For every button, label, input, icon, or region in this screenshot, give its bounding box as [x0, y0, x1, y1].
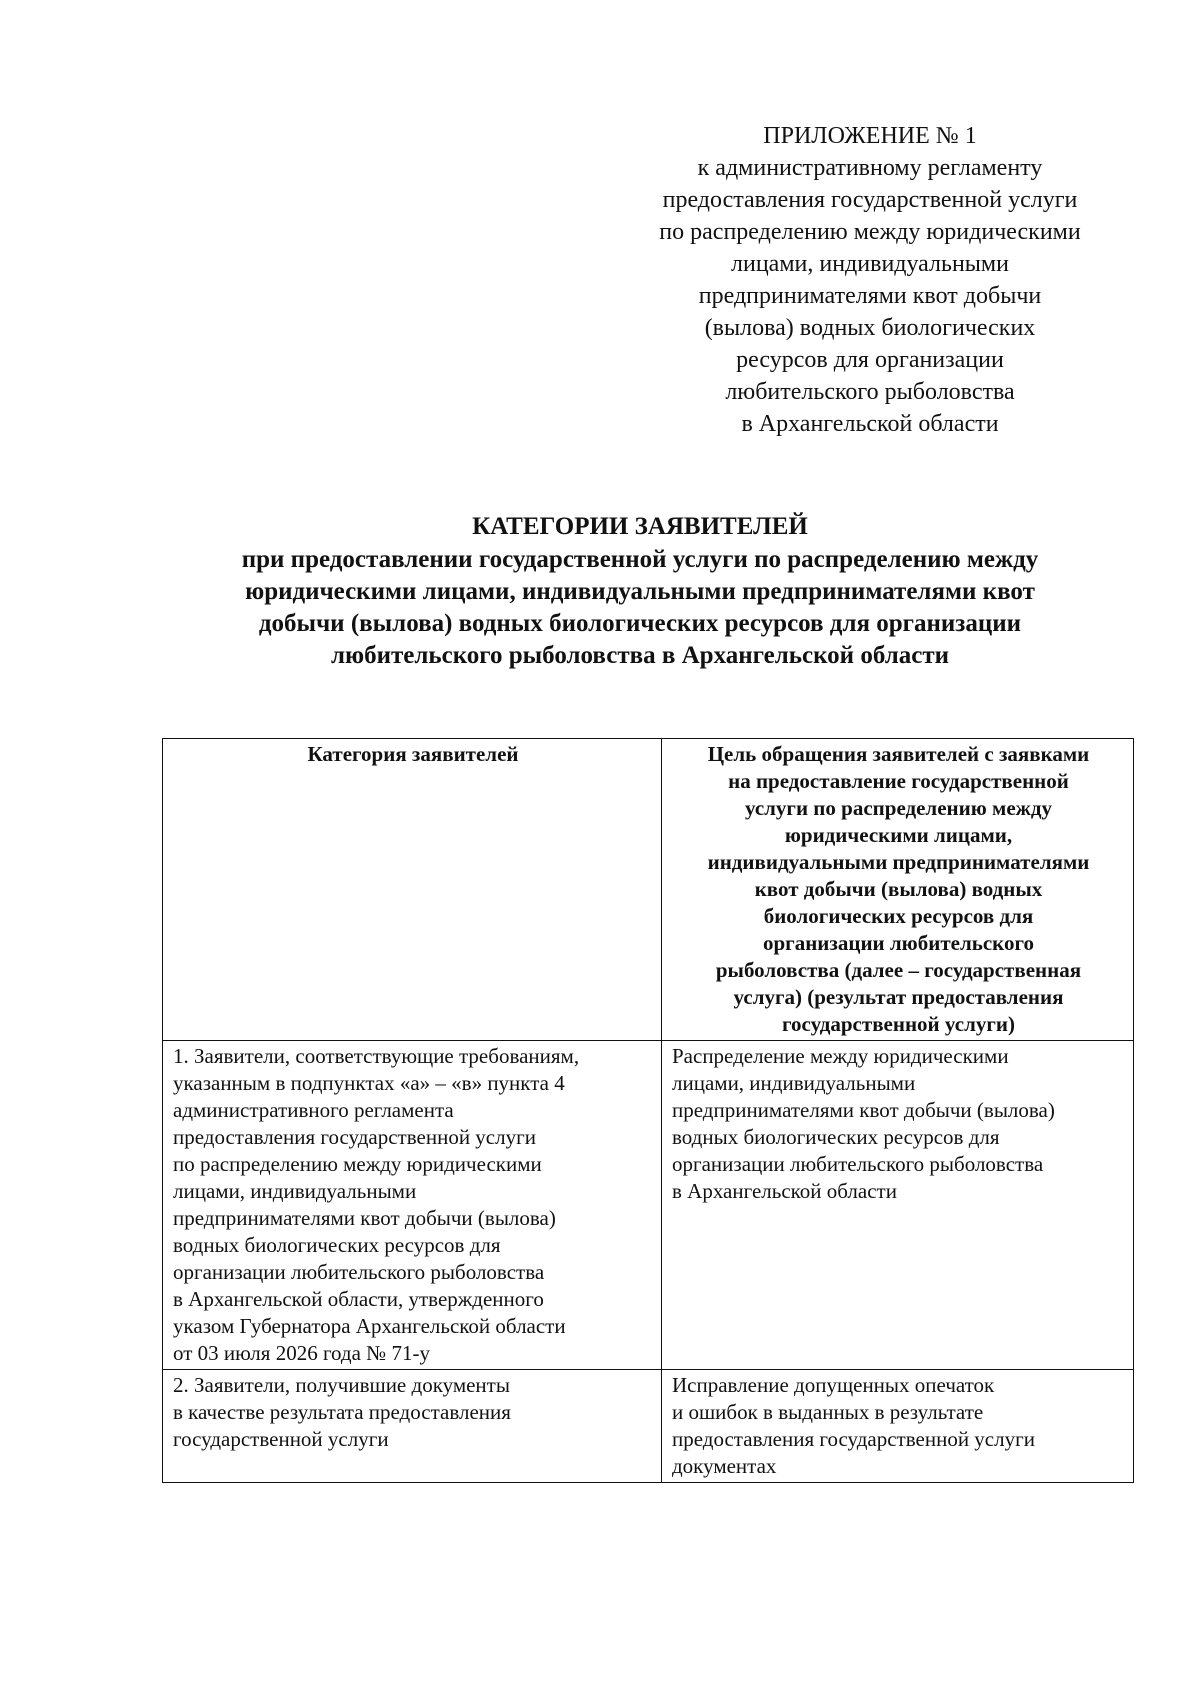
appendix-line: по распределению между юридическими	[659, 219, 1081, 245]
appendix-line: к административному регламенту	[697, 155, 1043, 181]
header-line: Цель обращения заявителей с заявками	[707, 742, 1090, 766]
cell-line: предоставления государственной услуги	[173, 1125, 536, 1149]
table-row	[163, 1370, 1134, 1483]
cell-line: государственной услуги	[173, 1427, 389, 1451]
cell-line: предпринимателями квот добычи (вылова)	[672, 1098, 1055, 1122]
appendix-number: ПРИЛОЖЕНИЕ № 1	[763, 123, 977, 149]
cell-line: 2. Заявители, получившие документы	[173, 1373, 510, 1397]
header-line: биологических ресурсов для	[763, 904, 1034, 928]
appendix-line: в Архангельской области	[741, 411, 999, 437]
category-cell	[163, 1370, 662, 1483]
cell-line: водных биологических ресурсов для	[672, 1125, 1000, 1149]
header-line: на предоставление государственной	[728, 769, 1069, 793]
cell-line: в качестве результата предоставления	[173, 1400, 511, 1424]
appendix-line: предоставления государственной услуги	[662, 187, 1078, 213]
cell-line: лицами, индивидуальными	[173, 1179, 417, 1203]
header-purpose	[662, 739, 1134, 1041]
cell-line: водных биологических ресурсов для	[173, 1233, 501, 1257]
cell-line: предпринимателями квот добычи (вылова)	[173, 1206, 556, 1230]
cell-line: Исправление допущенных опечаток	[672, 1373, 995, 1397]
subtitle-line: любительского рыболовства в Архангельской области	[330, 642, 950, 669]
appendix-line: лицами, индивидуальными	[731, 251, 1009, 277]
document-title: КАТЕГОРИИ ЗАЯВИТЕЛЕЙ	[472, 513, 808, 540]
cell-line: предоставления государственной услуги	[672, 1427, 1035, 1451]
cell-line: документах	[672, 1454, 777, 1478]
applicant-categories-table	[162, 738, 1134, 1483]
cell-line: Распределение между юридическими	[672, 1044, 1009, 1068]
document-title-block	[150, 510, 1130, 672]
header-line: квот добычи (вылова) водных	[754, 877, 1043, 901]
header-line: услуга) (результат предоставления	[733, 985, 1064, 1009]
subtitle-line: добычи (вылова) водных биологических ресурсов для организации	[258, 610, 1022, 637]
cell-line: и ошибок в выданных в результате	[672, 1400, 984, 1424]
cell-line: в Архангельской области, утвержденного	[173, 1287, 544, 1311]
subtitle-line: при предоставлении государственной услуги по распределению между	[241, 546, 1039, 573]
header-line: услуги по распределению между	[744, 796, 1053, 820]
header-line: государственной услуги)	[782, 1012, 1015, 1036]
header-line: Категория заявителей	[307, 742, 519, 766]
cell-line: указом Губернатора Архангельской области	[173, 1314, 566, 1338]
table-header-row	[163, 739, 1134, 1041]
header-line: организации любительского	[762, 931, 1034, 955]
cell-line: от 03 июля 2026 года № 71-у	[173, 1341, 430, 1365]
document-subtitle	[150, 544, 1130, 672]
cell-line: административного регламента	[173, 1098, 454, 1122]
header-line: рыболовства (далее – государственная	[715, 958, 1082, 982]
cell-line: организации любительского рыболовства	[672, 1152, 1044, 1176]
appendix-line: предпринимателями квот добычи	[698, 283, 1042, 309]
cell-line: в Архангельской области	[672, 1179, 897, 1203]
subtitle-line: юридическими лицами, индивидуальными предпринимателями квот	[245, 578, 1035, 605]
header-line: индивидуальными предпринимателями	[707, 850, 1090, 874]
header-category	[163, 739, 662, 1041]
cell-line: организации любительского рыболовства	[173, 1260, 545, 1284]
purpose-cell	[662, 1041, 1134, 1370]
cell-line: указанным в подпунктах «а» – «в» пункта 4	[173, 1071, 565, 1095]
purpose-cell	[662, 1370, 1134, 1483]
category-cell	[163, 1041, 662, 1370]
table-row	[163, 1041, 1134, 1370]
appendix-line: (вылова) водных биологических	[704, 315, 1036, 341]
appendix-line: ресурсов для организации	[736, 347, 1004, 373]
cell-line: 1. Заявители, соответствующие требованиям,	[173, 1044, 580, 1068]
header-line: юридическими лицами,	[784, 823, 1013, 847]
cell-line: лицами, индивидуальными	[672, 1071, 916, 1095]
cell-line: по распределению между юридическими	[173, 1152, 542, 1176]
appendix-header	[600, 120, 1140, 440]
appendix-line: любительского рыболовства	[725, 379, 1015, 405]
